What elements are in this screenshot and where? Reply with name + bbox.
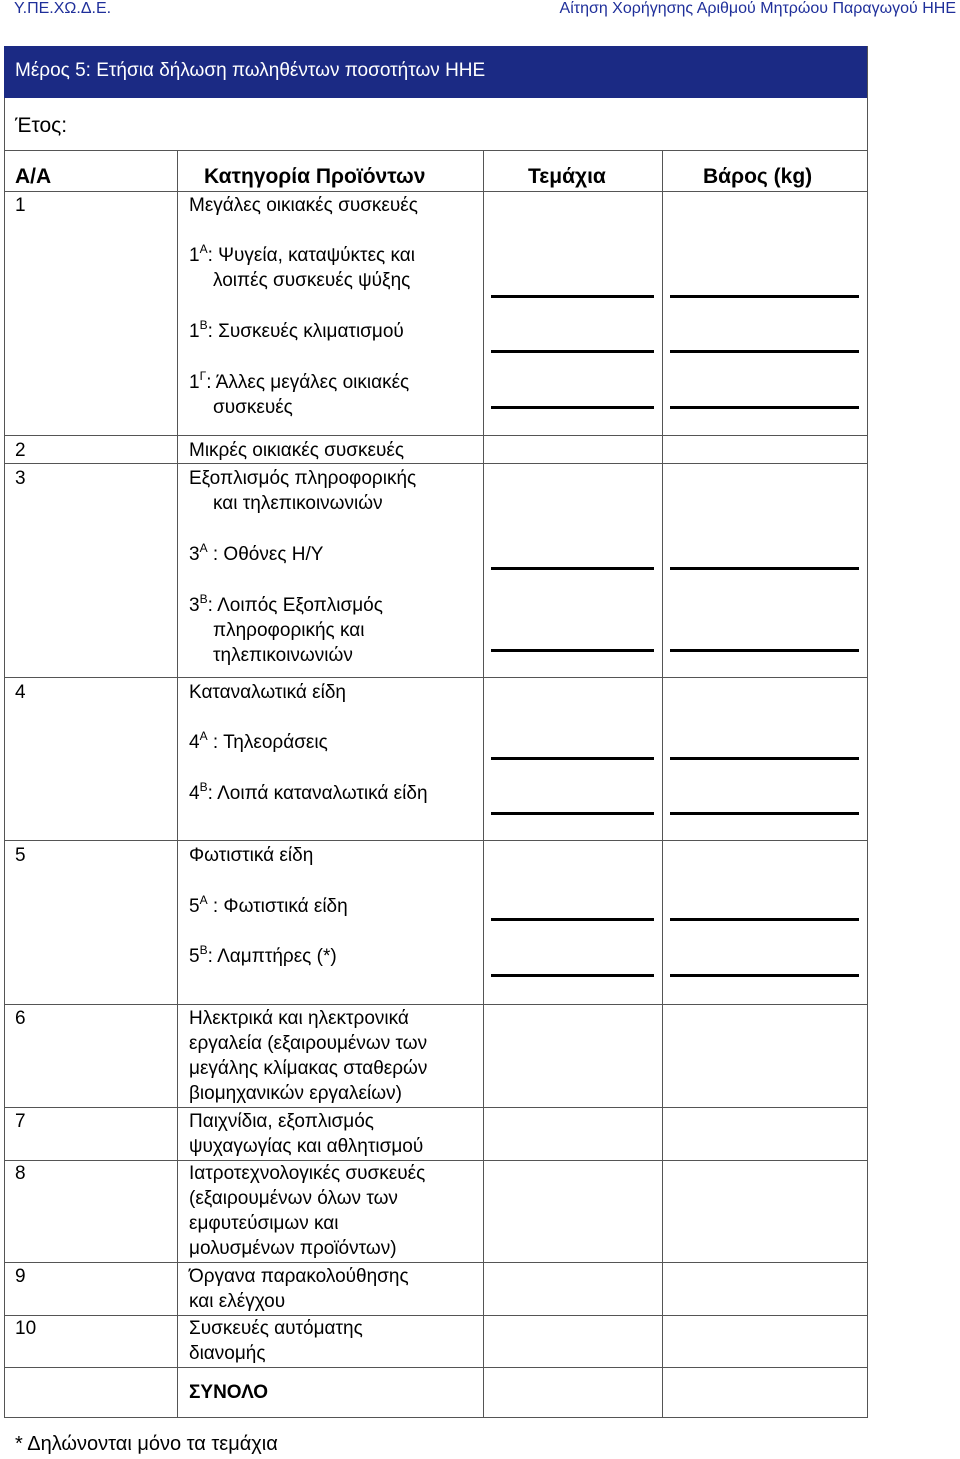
subcategory-label: $1^B$: Συσκευές κλιματισμού — [189, 318, 404, 342]
row-number: 10 — [15, 1318, 37, 1339]
pieces-input[interactable] — [491, 295, 654, 298]
subcategory-label: $1^A$: Ψυγεία, καταψύκτες και — [189, 242, 415, 266]
weight-input[interactable] — [670, 812, 859, 815]
divider — [4, 1367, 868, 1368]
category-label-cont: μολυσμένων προϊόντων) — [189, 1238, 397, 1259]
category-label: Μεγάλες οικιακές συσκευές — [189, 195, 418, 216]
year-label: Έτος: — [15, 114, 68, 137]
weight-input[interactable] — [670, 567, 859, 570]
row-number: 1 — [15, 195, 26, 216]
divider — [4, 1315, 868, 1316]
weight-input[interactable] — [670, 295, 859, 298]
subcategory-label: $4^A$ : Τηλεοράσεις — [189, 729, 328, 753]
weight-input[interactable] — [670, 757, 859, 760]
column-header-pieces: Τεμάχια — [528, 165, 606, 188]
category-label: Όργανα παρακολούθησης — [189, 1266, 409, 1287]
weight-input[interactable] — [670, 649, 859, 652]
form-table — [4, 46, 868, 1418]
row-number: 6 — [15, 1008, 26, 1029]
subcategory-label: $4^B$: Λοιπά καταναλωτικά είδη — [189, 780, 428, 804]
pieces-input[interactable] — [491, 406, 654, 409]
category-label-cont: (εξαιρουμένων όλων των — [189, 1188, 398, 1209]
row-number: 9 — [15, 1266, 26, 1287]
subcategory-label: $3^B$: Λοιπός Εξοπλισμός — [189, 592, 383, 616]
column-header-weight: Βάρος (kg) — [703, 165, 813, 188]
category-label: Ηλεκτρικά και ηλεκτρονικά — [189, 1008, 409, 1029]
category-label: Παιχνίδια, εξοπλισμός — [189, 1111, 374, 1132]
footnote: * Δηλώνονται μόνο τα τεμάχια — [15, 1433, 278, 1455]
subcategory-label: $1^\Gamma$: Άλλες μεγάλες οικιακές — [189, 369, 410, 393]
agency-header: Υ.ΠΕ.ΧΩ.Δ.Ε. — [14, 0, 112, 17]
category-label: Συσκευές αυτόματης — [189, 1318, 363, 1339]
category-label-cont: ψυχαγωγίας και αθλητισμού — [189, 1136, 424, 1157]
column-divider — [177, 150, 178, 1418]
section-title: Μέρος 5: Ετήσια δήλωση πωληθέντων ποσοτήτων ΗΗΕ — [4, 46, 867, 98]
category-label-cont: διανομής — [189, 1343, 266, 1364]
pieces-input[interactable] — [491, 567, 654, 570]
divider — [4, 1107, 868, 1108]
subcategory-label: $3^A$ : Οθόνες Η/Υ — [189, 541, 324, 565]
category-label-cont: εργαλεία (εξαιρουμένων των — [189, 1033, 428, 1054]
divider — [4, 1160, 868, 1161]
divider — [4, 1262, 868, 1263]
row-number: 4 — [15, 682, 26, 703]
category-label: Μικρές οικιακές συσκευές — [189, 440, 404, 461]
subcategory-label: $5^B$: Λαμπτήρες (*) — [189, 943, 337, 967]
category-label-cont: μεγάλης κλίμακας σταθερών — [189, 1058, 428, 1079]
pieces-input[interactable] — [491, 649, 654, 652]
row-number: 8 — [15, 1163, 26, 1184]
pieces-input[interactable] — [491, 757, 654, 760]
category-label-cont: και τηλεπικοινωνιών — [213, 493, 383, 514]
divider — [4, 463, 868, 464]
subcategory-label-cont: συσκευές — [213, 397, 293, 418]
divider — [4, 435, 868, 436]
divider — [4, 150, 868, 151]
column-divider — [662, 150, 663, 1418]
subcategory-label: $5^A$ : Φωτιστικά είδη — [189, 893, 348, 917]
subcategory-label-cont: λοιπές συσκευές ψύξης — [213, 270, 411, 291]
pieces-input[interactable] — [491, 974, 654, 977]
pieces-input[interactable] — [491, 918, 654, 921]
column-header-category: Κατηγορία Προϊόντων — [204, 165, 426, 188]
form-title-header: Αίτηση Χορήγησης Αριθμού Μητρώου Παραγωγού ΗΗΕ — [559, 0, 956, 17]
row-number: 7 — [15, 1111, 26, 1132]
divider — [4, 840, 868, 841]
category-label: Καταναλωτικά είδη — [189, 682, 347, 703]
row-number: 2 — [15, 440, 26, 461]
category-label-cont: εμφυτεύσιμων και — [189, 1213, 339, 1234]
category-label-cont: βιομηχανικών εργαλείων) — [189, 1083, 402, 1104]
pieces-input[interactable] — [491, 812, 654, 815]
weight-input[interactable] — [670, 974, 859, 977]
divider — [4, 677, 868, 678]
total-label: ΣΥΝΟΛΟ — [189, 1382, 269, 1403]
weight-input[interactable] — [670, 918, 859, 921]
category-label: Φωτιστικά είδη — [189, 845, 314, 866]
subcategory-label-cont: πληροφορικής και — [213, 620, 365, 641]
weight-input[interactable] — [670, 406, 859, 409]
category-label-cont: και ελέγχου — [189, 1291, 286, 1312]
category-label: Ιατροτεχνολογικές συσκευές — [189, 1163, 426, 1184]
weight-input[interactable] — [670, 350, 859, 353]
row-number: 5 — [15, 845, 26, 866]
category-label: Εξοπλισμός πληροφορικής — [189, 468, 417, 489]
column-divider — [483, 150, 484, 1418]
divider — [4, 191, 868, 192]
row-number: 3 — [15, 468, 26, 489]
column-header-number: Α/Α — [15, 165, 52, 188]
pieces-input[interactable] — [491, 350, 654, 353]
divider — [4, 1004, 868, 1005]
subcategory-label-cont: τηλεπικοινωνιών — [213, 645, 353, 666]
